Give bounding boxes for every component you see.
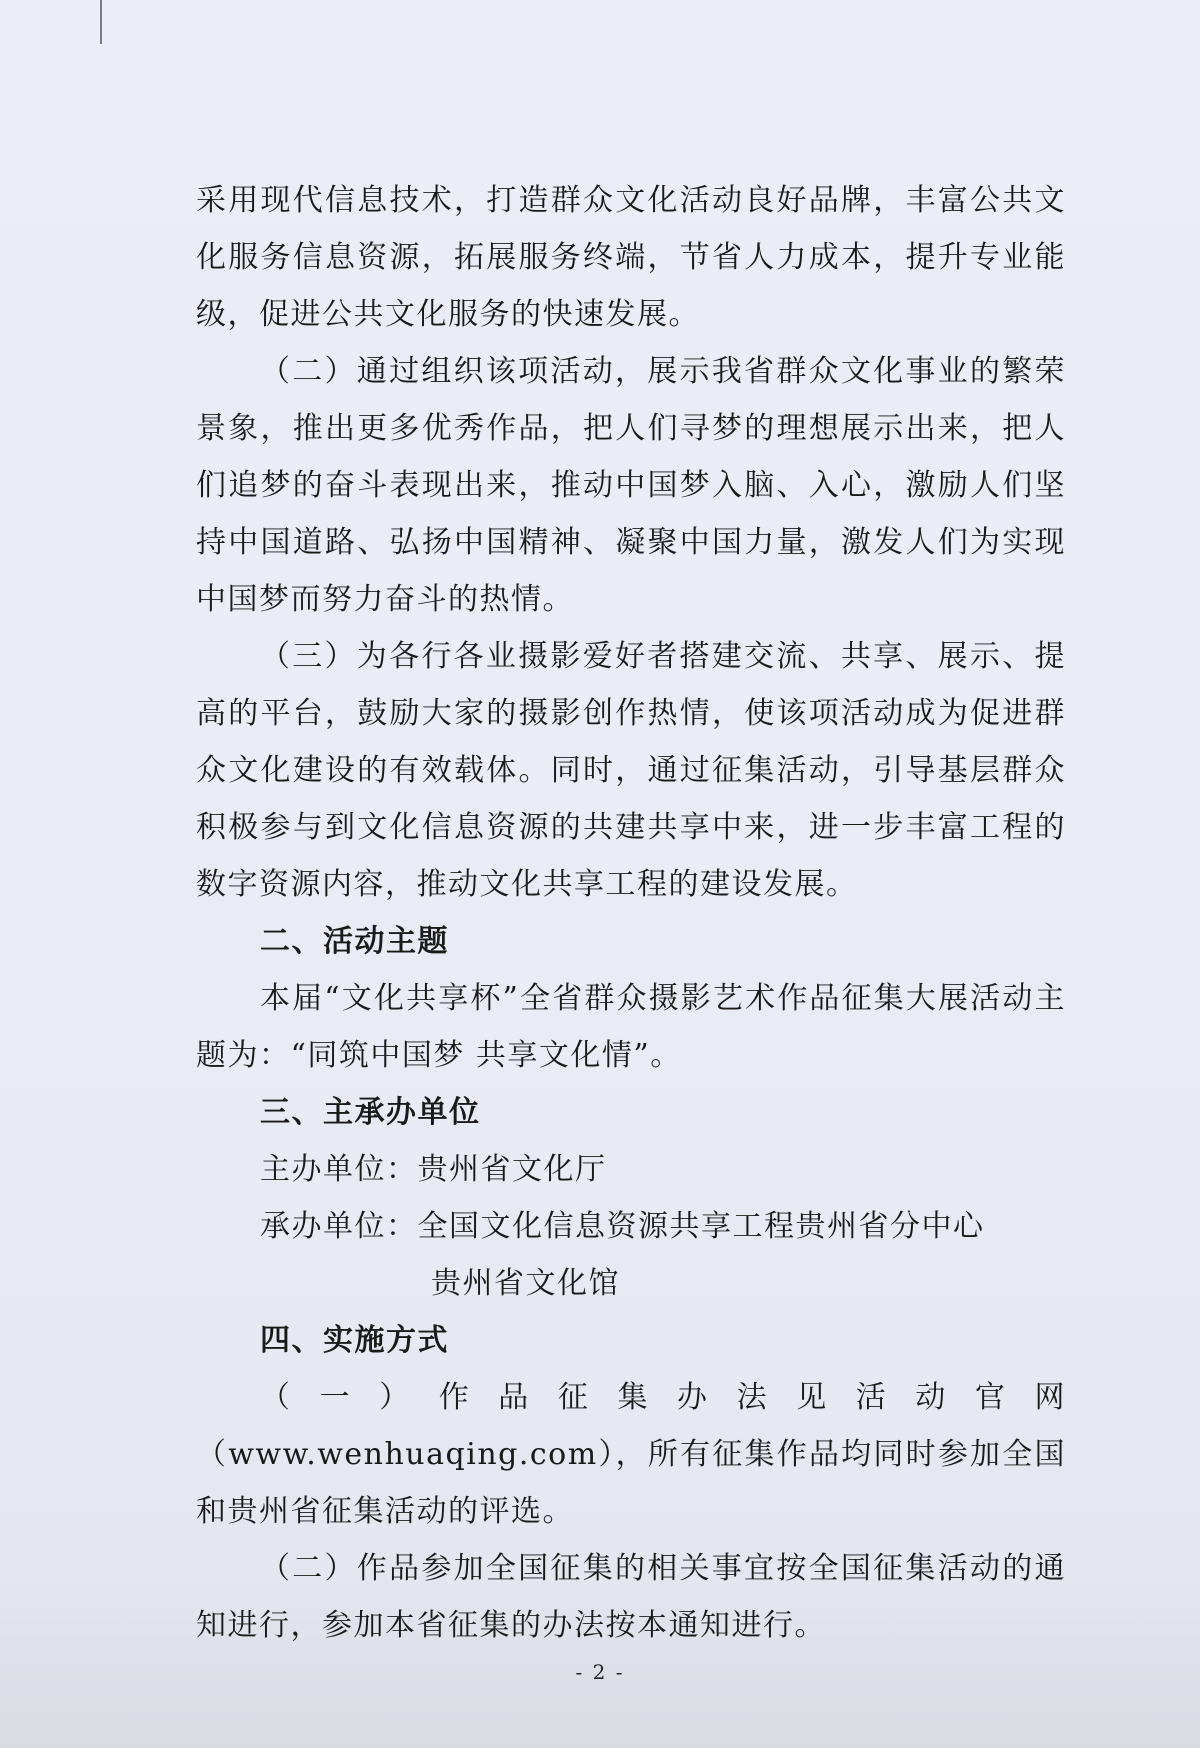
page-number: - 2 - (575, 1660, 625, 1684)
scan-edge-mark (100, 0, 102, 44)
section-heading-theme: 二、活动主题 (260, 924, 449, 959)
document-body (196, 172, 1066, 1654)
organizer-unit-line: 承办单位：全国文化信息资源共享工程贵州省分中心 (260, 1209, 985, 1244)
paragraph-item-2: （二）通过组织该项活动，展示我省群众文化事业的繁荣景象，推出更多优秀作品，把人们寻梦的理想展示出来，把人们追梦的奋斗表现出来，推动中国梦入脑、入心，激励人们坚持中国道路、弘扬中国精神、凝聚中国力量，激发人们为实现中国梦而努力奋斗的热情。 (196, 354, 1066, 617)
paragraph-continued: 采用现代信息技术，打造群众文化活动良好品牌，丰富公共文化服务信息资源，拓展服务终端，节省人力成本，提升专业能级，促进公共文化服务的快速发展。 (196, 183, 1066, 332)
organizer-unit-line-2: 贵州省文化馆 (431, 1266, 620, 1301)
section-heading-organizers: 三、主承办单位 (260, 1095, 481, 1130)
paragraph-theme: 本届“文化共享杯”全省群众摄影艺术作品征集大展活动主题为：“同筑中国梦 共享文化情”。 (196, 981, 1066, 1073)
section-heading-implementation: 四、实施方式 (260, 1323, 449, 1358)
paragraph-implementation-1: （一）作品征集办法见活动官网（www.wenhuaqing.com），所有征集作品均同时参加全国和贵州省征集活动的评选。 (196, 1380, 1066, 1529)
paragraph-implementation-2: （二）作品参加全国征集的相关事宜按全国征集活动的通知进行，参加本省征集的办法按本通知进行。 (196, 1551, 1066, 1643)
paragraph-item-3: （三）为各行各业摄影爱好者搭建交流、共享、展示、提高的平台，鼓励大家的摄影创作热情，使该项活动成为促进群众文化建设的有效载体。同时，通过征集活动，引导基层群众积极参与到文化信息资源的共建共享中来，进一步丰富工程的数字资源内容，推动文化共享工程的建设发展。 (196, 639, 1066, 902)
host-unit-line: 主办单位：贵州省文化厅 (260, 1152, 607, 1187)
